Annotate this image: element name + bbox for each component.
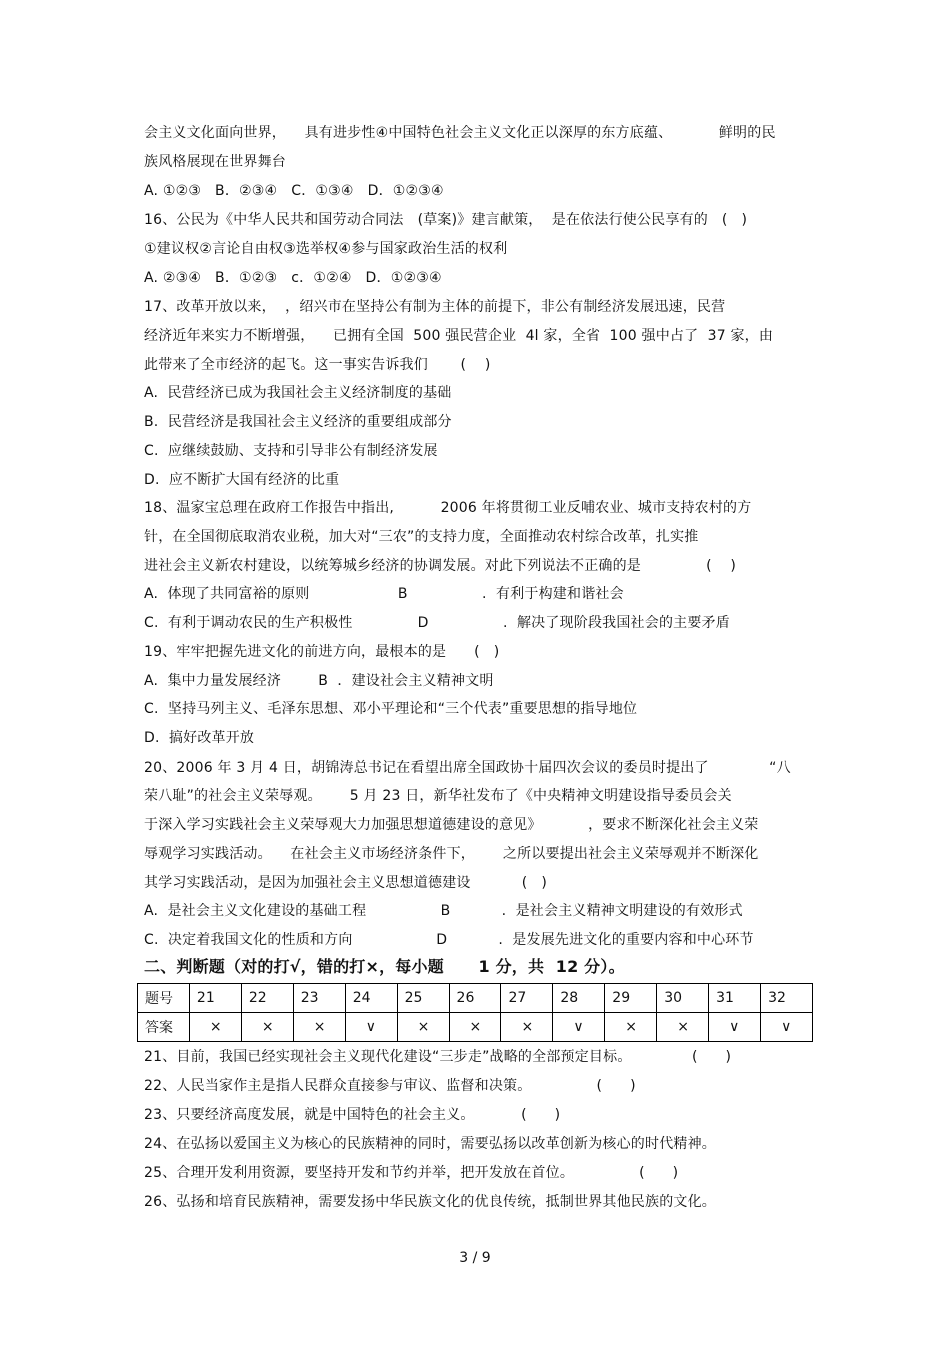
q16-stem: 16、公民为《中华人民共和国劳动合同法 (草案)》建言献策， 是在依法行使公民享有的 ( ) (144, 212, 748, 228)
q19-options-ab: A. 集中力量发展经济 B ．建设社会主义精神文明 (144, 673, 494, 689)
q20-line-5: 其学习实践活动，是因为加强社会主义思想道德建设 ( ) (144, 875, 548, 891)
q19-stem: 19、牢牢把握先进文化的前进方向，最根本的是 ( ) (144, 644, 500, 660)
q17-option-b: B. 民营经济是我国社会主义经济的重要组成部分 (144, 414, 452, 430)
q17-line-3: 此带来了全市经济的起飞。这一事实告诉我们 ( ) (144, 357, 491, 373)
q18-line-2: 针，在全国彻底取消农业税，加大对“三农”的支持力度，全面推动农村综合改革，扎实推 (144, 529, 699, 545)
q20-line-2: 荣八耻”的社会主义荣辱观。 5 月 23 日，新华社发布了《中央精神文明建设指导委员会关 (144, 788, 732, 804)
table-cell-answer: × (657, 1013, 709, 1042)
q15-options: A. ①②③ B．②③④ C．①③④ D．①②③④ (144, 183, 444, 199)
answer-table (137, 983, 813, 1042)
judgment-23: 23、只要经济高度发展，就是中国特色的社会主义。 ( ) (144, 1107, 561, 1123)
table-cell-number: 25 (397, 984, 449, 1013)
table-cell-number: 26 (449, 984, 501, 1013)
table-header-label: 题号 (138, 984, 190, 1013)
table-cell-answer: ∨ (761, 1013, 813, 1042)
table-cell-answer: × (605, 1013, 657, 1042)
q20-line-4: 辱观学习实践活动。 在社会主义市场经济条件下， 之所以要提出社会主义荣辱观并不断深化 (144, 846, 759, 862)
q17-line-1: 17、改革开放以来， ，绍兴市在坚持公有制为主体的前提下，非公有制经济发展迅速，民营 (144, 299, 726, 315)
judgment-25: 25、合理开发利用资源，要坚持开发和节约并举，把开发放在首位。 ( ) (144, 1165, 679, 1181)
q15-line-2: 族风格展现在世界舞台 (144, 154, 286, 170)
q17-option-a: A. 民营经济已成为我国社会主义经济制度的基础 (144, 385, 452, 401)
q18-line-1: 18、温家宝总理在政府工作报告中指出, 2006 年将贯彻工业反哺农业、城市支持农村的方 (144, 500, 752, 516)
table-cell-answer: × (397, 1013, 449, 1042)
judgment-26: 26、弘扬和培育民族精神，需要发扬中华民族文化的优良传统，抵制世界其他民族的文化。 (144, 1194, 717, 1210)
q15-line-1: 会主义文化面向世界， 具有进步性④中国特色社会主义文化正以深厚的东方底蕴、 鲜明的民 (144, 125, 776, 141)
q20-options-ab: A. 是社会主义文化建设的基础工程 B . 是社会主义精神文明建设的有效形式 (144, 903, 743, 919)
table-row-answers (138, 1013, 813, 1042)
judgment-21: 21、目前，我国已经实现社会主义现代化建设“三步走”战略的全部预定目标。 ( ) (144, 1049, 732, 1065)
q16-options: A. ②③④ B．①②③ c．①②④ D．①②③④ (144, 270, 442, 286)
q19-option-c: C. 坚持马列主义、毛泽东思想、邓小平理论和“三个代表”重要思想的指导地位 (144, 701, 638, 717)
q17-option-d: D. 应不断扩大国有经济的比重 (144, 472, 340, 488)
table-answer-label: 答案 (138, 1013, 190, 1042)
q17-line-2: 经济近年来实力不断增强， 已拥有全国 500 强民营企业 4l 家，全省 100 强中占了 37 家，由 (144, 328, 774, 344)
table-cell-number: 29 (605, 984, 657, 1013)
table-cell-number: 30 (657, 984, 709, 1013)
table-cell-answer: × (501, 1013, 553, 1042)
table-cell-number: 31 (709, 984, 761, 1013)
section-2-heading: 二、判断题（对的打√，错的打×，每小题 1 分，共 12 分）。 (144, 957, 625, 976)
table-cell-number: 22 (241, 984, 293, 1013)
page-number: 3 / 9 (459, 1250, 491, 1266)
table-cell-number: 21 (189, 984, 241, 1013)
table-cell-answer: ∨ (553, 1013, 605, 1042)
judgment-22: 22、人民当家作主是指人民群众直接参与审议、监督和决策。 ( ) (144, 1078, 636, 1094)
table-cell-number: 27 (501, 984, 553, 1013)
q16-items: ①建议权②言论自由权③选举权④参与国家政治生活的权利 (144, 241, 508, 257)
table-cell-answer: ∨ (345, 1013, 397, 1042)
q20-line-1: 20、2006 年 3 月 4 日，胡锦涛总书记在看望出席全国政协十届四次会议的委员时提出了 “八 (144, 760, 791, 776)
judgment-24: 24、在弘扬以爱国主义为核心的民族精神的同时，需要弘扬以改革创新为核心的时代精神。 (144, 1136, 717, 1152)
table-cell-answer: ∨ (709, 1013, 761, 1042)
q19-option-d: D. 搞好改革开放 (144, 730, 255, 746)
q20-options-cd: C. 决定着我国文化的性质和方向 D . 是发展先进文化的重要内容和中心环节 (144, 932, 754, 948)
table-cell-number: 24 (345, 984, 397, 1013)
q18-line-3: 进社会主义新农村建设，以统筹城乡经济的协调发展。对此下列说法不正确的是 ( ) (144, 558, 737, 574)
table-cell-number: 32 (761, 984, 813, 1013)
table-cell-number: 23 (293, 984, 345, 1013)
table-row-numbers (138, 984, 813, 1013)
q18-options-ab: A. 体现了共同富裕的原则 B . 有利于构建和谐社会 (144, 586, 624, 602)
table-cell-answer: × (449, 1013, 501, 1042)
q18-options-cd: C. 有利于调动农民的生产积极性 D . 解决了现阶段我国社会的主要矛盾 (144, 615, 730, 631)
q20-line-3: 于深入学习实践社会主义荣辱观大力加强思想道德建设的意见》 ，要求不断深化社会主义荣 (144, 817, 759, 833)
table-cell-number: 28 (553, 984, 605, 1013)
table-cell-answer: × (293, 1013, 345, 1042)
table-cell-answer: × (241, 1013, 293, 1042)
table-cell-answer: × (189, 1013, 241, 1042)
q17-option-c: C. 应继续鼓励、支持和引导非公有制经济发展 (144, 443, 438, 459)
